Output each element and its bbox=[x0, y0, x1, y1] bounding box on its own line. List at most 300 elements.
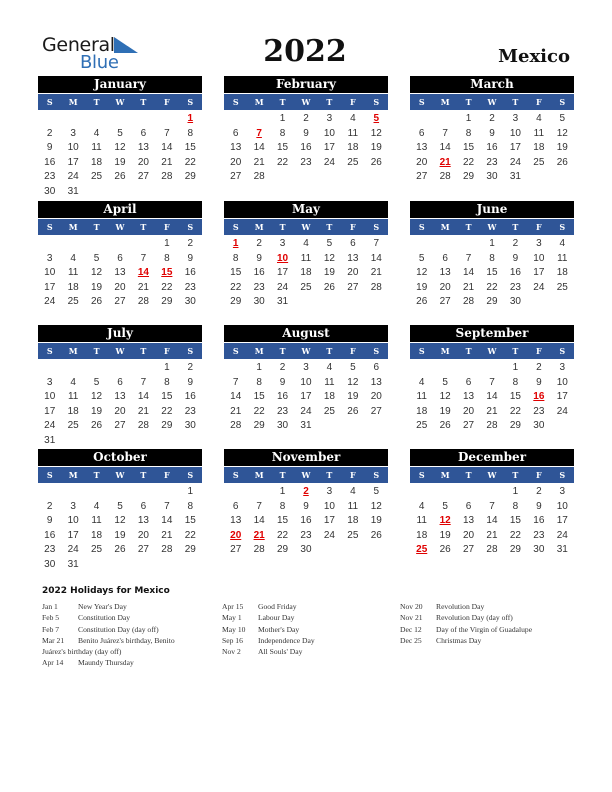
empty-cell bbox=[410, 112, 433, 127]
day-grid bbox=[410, 361, 574, 434]
day-cell: 6 bbox=[117, 252, 123, 264]
day-cell: 13 bbox=[439, 267, 451, 278]
day-cell: 4 bbox=[303, 238, 309, 249]
weekday-label: S bbox=[373, 470, 380, 480]
holiday-item bbox=[222, 635, 315, 646]
day-cell: 29 bbox=[161, 296, 173, 307]
day-cell: 11 bbox=[533, 127, 545, 139]
holiday-name: All Souls' Day bbox=[258, 647, 303, 657]
day-cell: 3 bbox=[46, 252, 53, 264]
day-cell: 28 bbox=[463, 296, 475, 307]
day-cell: 30 bbox=[184, 420, 196, 431]
day-cell: 29 bbox=[509, 420, 521, 431]
weekday-label: M bbox=[440, 222, 450, 232]
empty-cell bbox=[410, 361, 433, 376]
day-cell: 16 bbox=[44, 529, 56, 541]
day-cell: 12 bbox=[323, 252, 335, 264]
day-cell: 18 bbox=[323, 391, 335, 402]
day-cell: 14 bbox=[230, 391, 242, 402]
weekday-label: S bbox=[232, 346, 239, 356]
day-cell: 18 bbox=[347, 142, 359, 153]
day-cell: 12 bbox=[114, 142, 126, 153]
month-title: June bbox=[410, 201, 574, 218]
logo-text-blue: Blue bbox=[80, 52, 119, 73]
weekday-label: M bbox=[254, 97, 264, 107]
day-cell: 8 bbox=[489, 252, 495, 264]
weekday-label: M bbox=[254, 470, 264, 480]
day-cell: 7 bbox=[256, 500, 262, 512]
day-cell: 28 bbox=[486, 544, 498, 555]
month-september bbox=[410, 325, 574, 434]
holiday-date-label: Nov 20 bbox=[400, 602, 423, 611]
month-title: March bbox=[410, 76, 574, 93]
month-october bbox=[38, 449, 202, 572]
weekday-label: T bbox=[140, 346, 147, 356]
day-cell: 2 bbox=[512, 238, 519, 249]
day-cell: 18 bbox=[416, 405, 428, 417]
day-cell: 24 bbox=[277, 281, 289, 293]
day-cell: 26 bbox=[370, 529, 382, 541]
empty-cell bbox=[132, 361, 155, 376]
day-cell: 4 bbox=[350, 486, 356, 497]
day-cell: 17 bbox=[44, 405, 56, 417]
weekday-header bbox=[224, 94, 388, 110]
day-cell: 5 bbox=[418, 252, 425, 264]
day-cell: 14 bbox=[137, 391, 149, 402]
holiday-item bbox=[400, 624, 532, 635]
day-cell: 14 bbox=[486, 515, 498, 526]
day-cell: 9 bbox=[46, 515, 53, 526]
day-cell: 15 bbox=[253, 391, 265, 402]
day-cell: 24 bbox=[556, 529, 568, 541]
weekday-label: M bbox=[254, 346, 264, 356]
day-cell: 29 bbox=[161, 420, 173, 431]
day-cell: 10 bbox=[67, 142, 79, 153]
day-cell: 15 bbox=[509, 515, 521, 526]
day-cell: 28 bbox=[253, 544, 265, 555]
day-cell: 12 bbox=[370, 127, 382, 139]
holiday-name: New Year's Day bbox=[78, 602, 127, 611]
day-cell: 8 bbox=[164, 376, 170, 388]
day-cell: 18 bbox=[67, 281, 79, 293]
day-cell: 3 bbox=[559, 362, 566, 373]
day-cell: 21 bbox=[463, 281, 475, 293]
day-cell: 28 bbox=[161, 171, 173, 182]
day-cell: 5 bbox=[442, 500, 448, 512]
day-cell: 19 bbox=[439, 529, 451, 541]
day-cell: 30 bbox=[184, 296, 196, 307]
weekday-header bbox=[224, 467, 388, 483]
holiday-date-label: Feb 5 bbox=[42, 613, 60, 623]
day-cell: 23 bbox=[253, 281, 265, 293]
day-cell: 7 bbox=[373, 238, 380, 249]
empty-cell bbox=[457, 237, 480, 252]
day-cell: 26 bbox=[114, 544, 126, 555]
day-cell: 18 bbox=[91, 529, 103, 541]
day-cell: 16 bbox=[277, 391, 289, 402]
day-cell: 8 bbox=[279, 127, 286, 139]
day-cell: 7 bbox=[164, 127, 170, 139]
day-cell: 17 bbox=[323, 515, 335, 526]
day-cell: 13 bbox=[230, 142, 242, 153]
day-cell: 16 bbox=[300, 142, 312, 153]
empty-cell bbox=[38, 112, 61, 127]
weekday-label: S bbox=[46, 97, 53, 107]
day-cell: 28 bbox=[486, 420, 498, 431]
day-cell: 10 bbox=[509, 127, 521, 139]
day-cell: 24 bbox=[556, 405, 568, 417]
day-cell: 25 bbox=[556, 281, 568, 293]
holiday-date-label: Apr 14 bbox=[42, 658, 64, 668]
month-title: December bbox=[410, 449, 574, 466]
weekday-label: S bbox=[418, 346, 425, 356]
day-cell: 4 bbox=[70, 376, 76, 388]
empty-cell bbox=[247, 485, 270, 500]
day-cell: 7 bbox=[489, 500, 495, 512]
empty-cell bbox=[224, 485, 247, 500]
day-grid bbox=[38, 237, 202, 310]
day-cell: 5 bbox=[373, 486, 380, 497]
day-cell: 13 bbox=[114, 391, 126, 402]
day-cell: 10 bbox=[323, 127, 335, 139]
day-cell: 11 bbox=[324, 376, 335, 388]
weekday-label: T bbox=[326, 346, 333, 356]
weekday-label: W bbox=[115, 222, 125, 232]
day-cell: 11 bbox=[347, 500, 359, 512]
holiday-date: 12 bbox=[439, 515, 451, 526]
day-cell: 30 bbox=[533, 420, 545, 431]
day-cell: 27 bbox=[416, 171, 428, 182]
day-cell: 25 bbox=[347, 529, 359, 541]
weekday-label: S bbox=[187, 97, 194, 107]
day-cell: 18 bbox=[556, 267, 568, 278]
day-cell: 16 bbox=[533, 515, 545, 526]
day-cell: 26 bbox=[114, 171, 126, 182]
day-cell: 9 bbox=[256, 252, 262, 264]
weekday-label: T bbox=[140, 222, 147, 232]
day-cell: 5 bbox=[117, 500, 123, 512]
day-cell: 10 bbox=[67, 515, 79, 526]
empty-cell bbox=[480, 361, 503, 376]
day-cell: 19 bbox=[323, 267, 335, 278]
day-cell: 24 bbox=[44, 420, 56, 431]
month-march bbox=[410, 76, 574, 185]
day-cell: 10 bbox=[556, 376, 568, 388]
day-cell: 11 bbox=[416, 391, 427, 402]
day-cell: 30 bbox=[44, 558, 56, 570]
holiday-date: 5 bbox=[373, 113, 380, 124]
day-cell: 20 bbox=[463, 529, 475, 541]
general-blue-logo bbox=[42, 34, 142, 74]
day-cell: 24 bbox=[323, 156, 335, 168]
weekday-label: T bbox=[326, 222, 333, 232]
day-cell: 19 bbox=[91, 405, 103, 417]
day-cell: 8 bbox=[512, 500, 519, 512]
day-grid bbox=[224, 361, 388, 434]
weekday-label: F bbox=[349, 222, 356, 232]
day-cell: 2 bbox=[536, 362, 542, 373]
weekday-label: W bbox=[115, 470, 125, 480]
holiday-item bbox=[42, 624, 175, 635]
day-cell: 1 bbox=[512, 486, 519, 497]
day-cell: 6 bbox=[465, 500, 472, 512]
holiday-item bbox=[42, 657, 175, 668]
holiday-date-label: May 1 bbox=[222, 613, 242, 623]
weekday-label: T bbox=[93, 97, 100, 107]
day-cell: 16 bbox=[44, 156, 56, 168]
day-cell: 1 bbox=[187, 486, 194, 497]
weekday-header bbox=[224, 219, 388, 235]
day-cell: 26 bbox=[91, 420, 103, 431]
day-cell: 8 bbox=[279, 500, 286, 512]
day-cell: 19 bbox=[556, 142, 568, 153]
holiday-item bbox=[400, 601, 532, 612]
day-grid bbox=[410, 485, 574, 558]
day-cell: 12 bbox=[91, 267, 103, 278]
day-cell: 6 bbox=[373, 362, 380, 373]
day-cell: 24 bbox=[44, 296, 56, 307]
day-cell: 24 bbox=[533, 281, 545, 293]
day-cell: 6 bbox=[117, 376, 123, 388]
day-cell: 8 bbox=[232, 252, 239, 264]
weekday-label: M bbox=[68, 470, 78, 480]
weekday-label: T bbox=[279, 222, 286, 232]
day-cell: 13 bbox=[463, 391, 475, 402]
day-cell: 7 bbox=[442, 127, 448, 139]
day-cell: 4 bbox=[536, 113, 542, 124]
day-cell: 7 bbox=[465, 252, 472, 264]
day-cell: 16 bbox=[184, 267, 196, 278]
weekday-label: M bbox=[440, 470, 450, 480]
day-cell: 28 bbox=[137, 296, 149, 307]
holiday-date-label: Sep 16 bbox=[222, 635, 243, 645]
empty-cell bbox=[457, 485, 480, 500]
day-cell: 25 bbox=[67, 420, 79, 431]
day-cell: 4 bbox=[70, 252, 76, 264]
day-cell: 30 bbox=[253, 296, 265, 307]
holiday-name: Mother's Day bbox=[258, 624, 300, 634]
day-cell: 20 bbox=[347, 267, 359, 278]
day-cell: 22 bbox=[509, 405, 521, 417]
weekday-label: F bbox=[163, 346, 170, 356]
day-cell: 5 bbox=[350, 362, 356, 373]
empty-cell bbox=[85, 361, 108, 376]
day-cell: 20 bbox=[114, 405, 126, 417]
weekday-label: W bbox=[487, 97, 497, 107]
day-cell: 17 bbox=[556, 391, 568, 402]
day-cell: 17 bbox=[323, 142, 335, 153]
holiday-name: Revolution Day bbox=[436, 602, 485, 611]
weekday-label: S bbox=[373, 222, 380, 232]
weekday-label: S bbox=[559, 470, 566, 480]
day-cell: 5 bbox=[326, 238, 333, 249]
day-cell: 21 bbox=[137, 281, 149, 293]
day-cell: 15 bbox=[161, 391, 173, 402]
weekday-header bbox=[410, 219, 574, 235]
holiday-name: Constitution Day (day off) bbox=[78, 624, 159, 634]
day-cell: 3 bbox=[46, 376, 53, 388]
holiday-date-label: Nov 21 bbox=[400, 613, 423, 623]
day-grid bbox=[224, 112, 388, 185]
day-cell: 18 bbox=[300, 267, 312, 278]
weekday-label: T bbox=[465, 346, 472, 356]
day-cell: 27 bbox=[439, 296, 451, 307]
weekday-label: F bbox=[349, 97, 356, 107]
day-cell: 6 bbox=[232, 500, 239, 512]
day-cell: 8 bbox=[256, 376, 262, 388]
day-cell: 10 bbox=[533, 252, 545, 264]
day-cell: 1 bbox=[256, 362, 262, 373]
weekday-label: W bbox=[115, 346, 125, 356]
day-cell: 28 bbox=[439, 171, 451, 182]
day-cell: 25 bbox=[533, 156, 545, 168]
empty-cell bbox=[38, 485, 61, 500]
empty-cell bbox=[61, 485, 84, 500]
month-february bbox=[224, 76, 388, 185]
day-cell: 23 bbox=[184, 281, 196, 293]
day-cell: 27 bbox=[347, 281, 359, 293]
day-cell: 11 bbox=[67, 391, 79, 402]
holiday-date-label: Mar 21 bbox=[42, 635, 65, 645]
day-cell: 24 bbox=[67, 544, 79, 555]
day-cell: 3 bbox=[326, 113, 333, 124]
holiday-item bbox=[222, 612, 315, 623]
day-cell: 26 bbox=[439, 544, 451, 555]
weekday-label: F bbox=[349, 470, 356, 480]
day-cell: 15 bbox=[277, 515, 289, 526]
day-cell: 29 bbox=[509, 544, 521, 555]
day-cell: 16 bbox=[486, 142, 498, 153]
day-cell: 7 bbox=[489, 376, 495, 388]
weekday-label: F bbox=[349, 346, 356, 356]
month-title: October bbox=[38, 449, 202, 466]
holiday-name: Benito Juárez's birthday, Benito bbox=[78, 635, 175, 645]
holiday-name: Juárez's birthday (day off) bbox=[42, 647, 122, 657]
holiday-name: Constitution Day bbox=[78, 613, 131, 623]
day-cell: 21 bbox=[137, 405, 149, 417]
day-cell: 17 bbox=[509, 142, 521, 153]
day-cell: 10 bbox=[323, 500, 335, 512]
holiday-name: Day of the Virgin of Guadalupe bbox=[436, 624, 533, 634]
day-cell: 23 bbox=[509, 281, 521, 293]
day-cell: 9 bbox=[303, 500, 309, 512]
empty-cell bbox=[155, 112, 178, 127]
weekday-label: S bbox=[559, 346, 566, 356]
day-cell: 25 bbox=[300, 281, 312, 293]
day-cell: 19 bbox=[439, 405, 451, 417]
day-cell: 15 bbox=[184, 515, 196, 526]
day-cell: 3 bbox=[512, 113, 519, 124]
day-cell: 6 bbox=[442, 252, 448, 264]
day-cell: 24 bbox=[67, 171, 79, 182]
weekday-header bbox=[38, 94, 202, 110]
day-cell: 1 bbox=[164, 238, 170, 249]
weekday-label: S bbox=[373, 97, 380, 107]
month-may bbox=[224, 201, 388, 310]
day-cell: 22 bbox=[253, 405, 265, 417]
day-cell: 2 bbox=[187, 238, 194, 249]
day-cell: 4 bbox=[93, 500, 100, 512]
day-cell: 12 bbox=[370, 500, 382, 512]
empty-cell bbox=[85, 112, 108, 127]
day-cell: 29 bbox=[253, 420, 265, 431]
day-cell: 14 bbox=[439, 142, 451, 153]
day-cell: 22 bbox=[161, 281, 173, 293]
day-cell: 22 bbox=[463, 156, 475, 168]
empty-cell bbox=[85, 485, 108, 500]
holiday-date: 21 bbox=[439, 156, 451, 168]
day-cell: 27 bbox=[114, 296, 126, 307]
holidays-column bbox=[42, 601, 175, 669]
day-cell: 4 bbox=[418, 376, 425, 388]
weekday-label: W bbox=[115, 97, 125, 107]
day-cell: 12 bbox=[556, 127, 568, 139]
day-cell: 31 bbox=[44, 434, 56, 446]
day-cell: 11 bbox=[67, 267, 79, 278]
day-cell: 27 bbox=[114, 420, 126, 431]
holiday-item bbox=[222, 601, 315, 612]
day-cell: 12 bbox=[91, 391, 103, 402]
day-cell: 9 bbox=[536, 376, 542, 388]
day-cell: 13 bbox=[370, 376, 382, 388]
month-april bbox=[38, 201, 202, 310]
holiday-date-label: Dec 12 bbox=[400, 624, 422, 634]
weekday-label: T bbox=[93, 470, 100, 480]
day-cell: 10 bbox=[556, 500, 568, 512]
day-cell: 2 bbox=[46, 500, 53, 512]
empty-cell bbox=[61, 361, 84, 376]
day-cell: 8 bbox=[164, 252, 170, 264]
empty-cell bbox=[433, 485, 456, 500]
holiday-date: 25 bbox=[416, 544, 428, 555]
day-cell: 2 bbox=[303, 113, 309, 124]
day-grid bbox=[224, 485, 388, 558]
day-cell: 8 bbox=[465, 127, 472, 139]
day-cell: 3 bbox=[70, 500, 76, 512]
weekday-label: S bbox=[187, 346, 194, 356]
weekday-label: F bbox=[535, 470, 542, 480]
day-cell: 5 bbox=[93, 376, 100, 388]
empty-cell bbox=[108, 112, 131, 127]
day-cell: 20 bbox=[137, 156, 149, 168]
day-cell: 31 bbox=[277, 296, 289, 307]
day-cell: 7 bbox=[164, 500, 170, 512]
day-cell: 9 bbox=[187, 376, 194, 388]
day-cell: 12 bbox=[347, 376, 359, 388]
weekday-label: T bbox=[512, 346, 519, 356]
day-cell: 17 bbox=[67, 529, 79, 541]
day-cell: 27 bbox=[463, 420, 475, 431]
empty-cell bbox=[132, 485, 155, 500]
day-cell: 31 bbox=[556, 544, 568, 555]
day-cell: 27 bbox=[137, 544, 149, 555]
day-cell: 29 bbox=[486, 296, 498, 307]
day-cell: 9 bbox=[187, 252, 194, 264]
weekday-label: T bbox=[326, 470, 333, 480]
day-cell: 23 bbox=[533, 405, 545, 417]
day-cell: 24 bbox=[300, 405, 312, 417]
day-cell: 16 bbox=[253, 267, 265, 278]
day-cell: 11 bbox=[416, 515, 427, 526]
day-cell: 29 bbox=[463, 171, 475, 182]
empty-cell bbox=[224, 361, 247, 376]
empty-cell bbox=[108, 237, 131, 252]
weekday-label: W bbox=[301, 346, 311, 356]
day-cell: 11 bbox=[91, 142, 102, 153]
weekday-label: S bbox=[373, 346, 380, 356]
weekday-label: T bbox=[279, 97, 286, 107]
day-cell: 19 bbox=[416, 281, 428, 293]
